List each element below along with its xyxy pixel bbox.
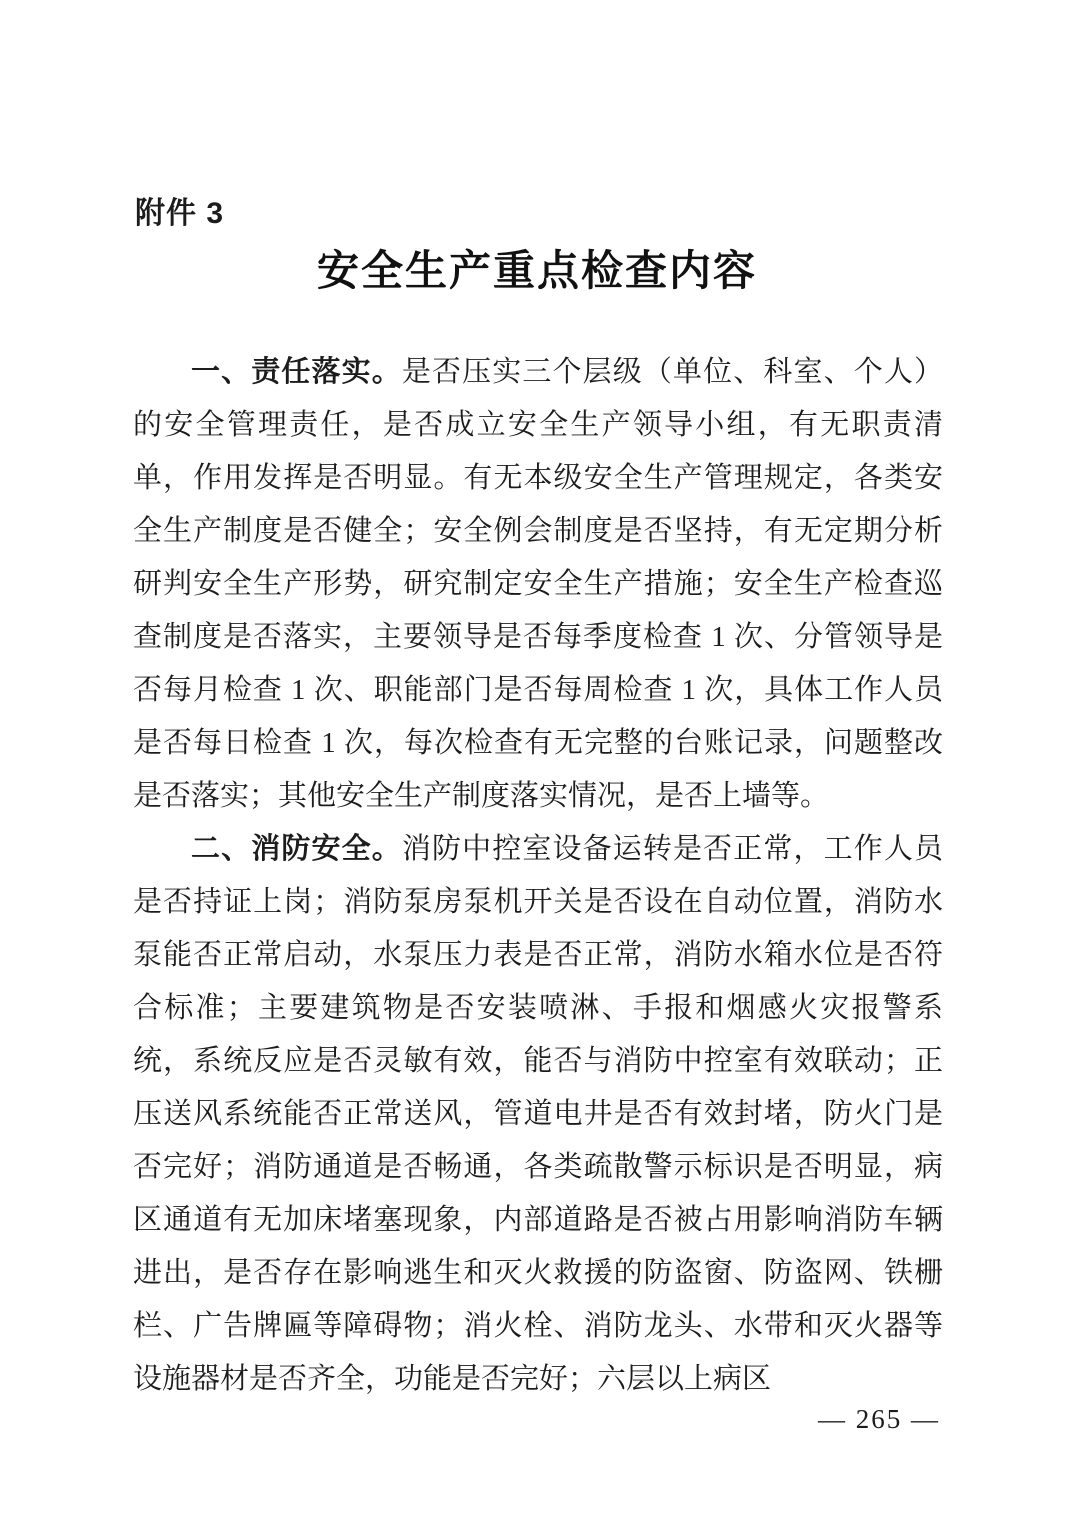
paragraph-fire-safety <box>133 823 943 1406</box>
page-number: — 265 — <box>818 1404 940 1434</box>
paragraph-lead: 二、消防安全。 <box>191 833 402 865</box>
paragraph-lead: 一、责任落实。 <box>191 356 402 388</box>
attachment-label: 附件 3 <box>135 197 225 230</box>
paragraph-responsibility <box>133 346 943 823</box>
document-body <box>133 346 943 1406</box>
paragraph-body: 是否压实三个层级（单位、科室、个人）的安全管理责任，是否成立安全生产领导小组，有无职责清单，作用发挥是否明显。有无本级安全生产管理规定，各类安全生产制度是否健全；安全例会制度是否坚持，有无定期分析研判安全生产形势，研究制定安全生产措施；安全生产检查巡查制度是否落实，主要领导是否每季度检查 1 次、分管领导是否每月检查 1 次、职能部门是否每周检查 1 次，具体工作人员是否每日检查 1 次，每次检查有无完整的台账记录，问题整改是否落实；其他安全生产制度落实情况，是否上墙等。 <box>133 356 943 812</box>
page-title: 安全生产重点检查内容 <box>316 247 757 294</box>
paragraph-body: 消防中控室设备运转是否正常，工作人员是否持证上岗；消防泵房泵机开关是否设在自动位置，消防水泵能否正常启动，水泵压力表是否正常，消防水箱水位是否符合标准；主要建筑物是否安装喷淋、手报和烟感火灾报警系统，系统反应是否灵敏有效，能否与消防中控室有效联动；正压送风系统能否正常送风，管道电井是否有效封堵，防火门是否完好；消防通道是否畅通，各类疏散警示标识是否明显，病区通道有无加床堵塞现象，内部道路是否被占用影响消防车辆进出，是否存在影响逃生和灭火救援的防盗窗、防盗网、铁栅栏、广告牌匾等障碍物；消火栓、消防龙头、水带和灭火器等设施器材是否齐全，功能是否完好；六层以上病区 <box>133 833 943 1395</box>
